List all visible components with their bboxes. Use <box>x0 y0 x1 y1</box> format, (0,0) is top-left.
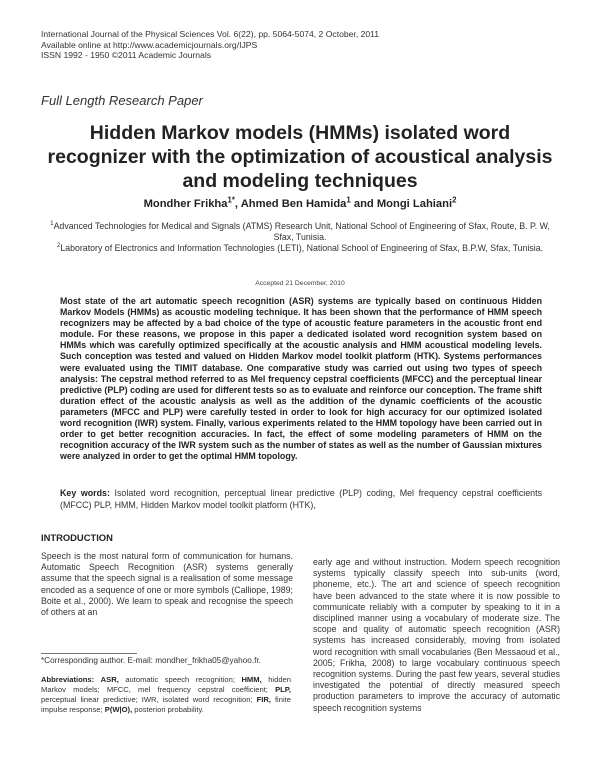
journal-info <box>41 29 379 61</box>
keywords <box>60 488 542 511</box>
abstract: Most state of the art automatic speech recognition (ASR) systems are typically based on continuous Hidden Markov Models (HMMs) as acoustic modeling technique. It has been shown that the performance of HMM speech recognizers may be affected by a bad choice of the type of acoustic feature parameters in the acoustic front end module. For these reasons, we propose in this paper a dedicated isolated word recognition system based on HMMs which was carefully optimized specifically at the acoustic analysis and HMM acoustical modeling levels. Such conception was tested and valued on Hidden Markov model toolkit platform (HTK). Systems performances were evaluated using the TIMIT database. One comparative study was carried out using two types of speech analysis: The cepstral method referred to as Mel frequency cepstral coefficients (MFCC) and the perceptual linear predictive (PLP) coding are used for different tests so as to evaluate and reinforce our conception. The frame shift duration effect of the acoustic analysis as well as the addition of the dynamic coefficients of the acoustic parameters (MFCC and PLP) were carefully tested in order to look for high accuracy for our optimized isolated word recognition (IWR) system. Finally, various experiments related to the HMM topology have been carried out in order to get better recognition accuracies. In fact, the effect of some modeling parameters of HMM on the recognition accuracy of the IWR system such as the number of states as well as the number of Gaussian mixtures were analyzed in order to get the optimal HMM topology. <box>60 296 542 462</box>
section-heading-introduction: INTRODUCTION <box>41 532 113 543</box>
affiliation <box>40 243 560 254</box>
keywords-text: Isolated word recognition, perceptual linear predictive (PLP) coding, Mel frequency cepstral coefficients (MFCC) PLP, HMM, Hidden Markov model toolkit platform (HTK), <box>60 488 543 510</box>
affiliation-text: Advanced Technologies for Medical and Signals (ATMS) Research Unit, National School of Engineering of Sfax, Route, B. P. W, Sfax, Tunisia. <box>53 221 550 242</box>
title-line: recognizer with the optimization of acoustical analysis <box>47 146 553 168</box>
article-type: Full Length Research Paper <box>41 93 203 108</box>
keywords-label: Key words: <box>60 488 110 498</box>
journal-url[interactable]: Available online at http://www.academicjournals.org/IJPS <box>41 39 258 50</box>
paper-title <box>30 121 570 193</box>
author-list <box>0 195 600 210</box>
author-name: Mondher Frikha <box>143 198 228 210</box>
abbreviation-term: P(W|O), <box>104 705 133 714</box>
accepted-date: Accepted 21 December, 2010 <box>255 280 345 287</box>
abbreviation-definition: hidden Markov models; MFCC, mel frequency cepstral coefficient; <box>41 675 291 694</box>
footnote-divider <box>41 653 137 654</box>
author-name: Ahmed Ben Hamida <box>240 198 347 210</box>
abbreviations <box>41 675 291 715</box>
author-name: Mongi Lahiani <box>376 198 453 210</box>
affiliation-text: Laboratory of Electronics and Information Technologies (LETI), National School of Engineering of Sfax, B.P.W, Sfax, Tunisia. <box>60 242 544 253</box>
author-separator: and <box>350 198 377 210</box>
affiliations <box>40 221 560 253</box>
abbreviation-definition: automatic speech recognition; <box>118 675 242 684</box>
title-line: Hidden Markov models (HMMs) isolated word <box>89 122 511 144</box>
affiliation-mark: 1 <box>50 220 54 228</box>
affiliation-mark: 2 <box>56 241 61 249</box>
author-separator: , <box>234 198 241 210</box>
abbreviation-term: PLP, <box>275 685 291 694</box>
abbreviation-definition: posteriori probability. <box>132 705 204 714</box>
introduction-right-column: early age and without instruction. Modern speech recognition systems typically classify speech into sub-units (word, phoneme, etc.). The art and science of speech recognition have been advanced to the state where it is now possible to communicate reliably with a computer by speaking to it in a disciplined manner using a vocabulary of moderate size. The scope and quality of automatic speech recognition (ASR) systems has increased considerably, moving from isolated word recognition with small vocabularies (Ben Messaoud et al., 2005; Frikha, 2008) to large vocabulary continuous speech recognition systems. During the past few years, several studies investigated the potential of directly measured speech production parameters to improve the accuracy of automatic speech recognition systems <box>313 557 560 713</box>
abbreviation-term: FIR, <box>256 695 271 704</box>
abbreviation-definition: perceptual linear predictive; IWR, isolated word recognition; <box>41 695 257 704</box>
abbreviations-label: Abbreviations: <box>41 675 95 684</box>
abbreviation-definition: finite impulse response; <box>41 695 291 714</box>
abbreviation-term: ASR, <box>100 675 119 684</box>
author-affiliation-mark: 1 <box>346 195 351 205</box>
journal-issn: ISSN 1992 - 1950 ©2011 Academic Journals <box>41 50 212 61</box>
affiliation <box>40 221 560 243</box>
journal-citation: International Journal of the Physical Sciences Vol. 6(22), pp. 5064-5074, 2 October, 2011 <box>41 29 380 39</box>
author-affiliation-mark: 2 <box>452 195 457 205</box>
introduction-left-column: Speech is the most natural form of communication for humans. Automatic Speech Recognition (ASR) systems generally assume that the speech signal is a realisation of some message encoded as a sequence of one or more symbols (Calliope, 1989; Boite et al., 2000). We learn to speak and recognise the speech of others at an <box>41 551 293 618</box>
author-affiliation-mark: 1* <box>227 195 235 205</box>
title-line: and modeling techniques <box>182 170 418 192</box>
abbreviation-term: HMM, <box>241 675 262 684</box>
corresponding-author-note: *Corresponding author. E-mail: mondher_frikha05@yahoo.fr. <box>41 656 261 665</box>
